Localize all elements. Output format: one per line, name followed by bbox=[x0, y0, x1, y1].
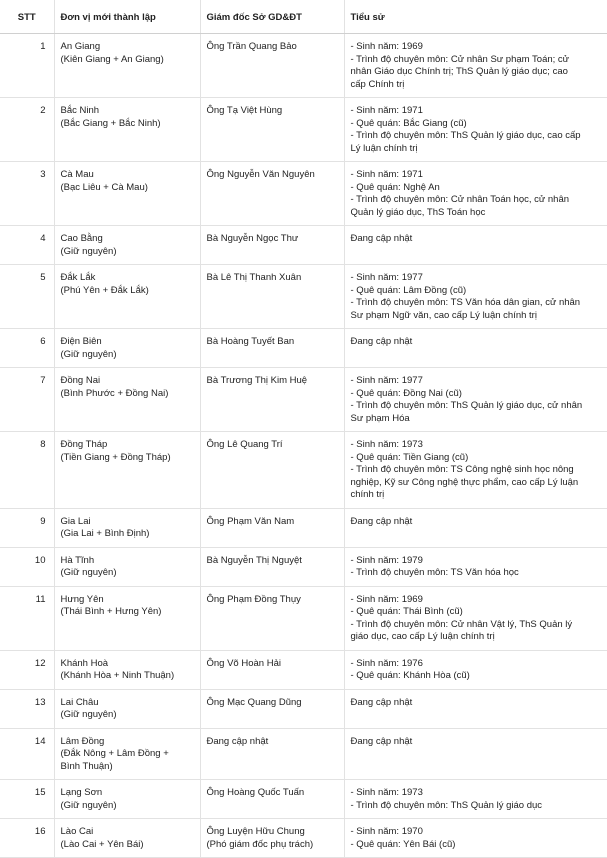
bio-line: Đang cập nhật bbox=[350, 515, 413, 527]
unit-line: Đắk Lắk bbox=[60, 272, 96, 283]
row-number: 1 bbox=[0, 34, 54, 98]
row-number: 9 bbox=[0, 508, 54, 547]
bio-line: - Quê quán: Lâm Đồng (cũ) bbox=[350, 284, 467, 296]
row-number: 13 bbox=[0, 689, 54, 728]
bio-cell bbox=[344, 508, 607, 547]
unit-cell bbox=[54, 508, 200, 547]
unit-line: (Kiên Giang + An Giang) bbox=[60, 53, 164, 65]
bio-line: - Quê quán: Bắc Giang (cũ) bbox=[350, 117, 467, 129]
bio-cell bbox=[344, 368, 607, 432]
bio-cell bbox=[344, 650, 607, 689]
bio-line: Lý luận chính trị bbox=[350, 142, 418, 154]
director-line: Bà Lê Thị Thanh Xuân bbox=[206, 272, 302, 283]
bio-line: - Quê quán: Yên Bái (cũ) bbox=[350, 838, 456, 850]
unit-cell bbox=[54, 728, 200, 780]
bio-line: Quản lý giáo dục, ThS Toán học bbox=[350, 206, 486, 218]
bio-line: - Sinh năm: 1979 bbox=[350, 554, 423, 566]
unit-line: An Giang bbox=[60, 41, 101, 52]
unit-line: (Phú Yên + Đắk Lắk) bbox=[60, 284, 149, 296]
unit-cell bbox=[54, 780, 200, 819]
unit-cell bbox=[54, 34, 200, 98]
row-number: 15 bbox=[0, 780, 54, 819]
bio-line: - Sinh năm: 1977 bbox=[350, 272, 423, 283]
director-line: Ông Phạm Văn Nam bbox=[206, 515, 295, 527]
bio-line: giáo dục, cao cấp Lý luận chính trị bbox=[350, 631, 495, 642]
director-cell bbox=[200, 728, 344, 780]
director-line: Ông Nguyễn Văn Nguyên bbox=[206, 169, 315, 180]
bio-line: Đang cập nhật bbox=[350, 696, 413, 708]
bio-cell bbox=[344, 432, 607, 509]
director-cell bbox=[200, 819, 344, 858]
director-line: Ông Tạ Việt Hùng bbox=[206, 105, 283, 116]
bio-line: Sư phạm Hóa bbox=[350, 412, 410, 424]
unit-cell bbox=[54, 586, 200, 650]
unit-line: Lai Châu bbox=[60, 696, 99, 708]
header-stt: STT bbox=[0, 0, 54, 34]
unit-line: (Thái Bình + Hưng Yên) bbox=[60, 606, 162, 617]
table-row bbox=[0, 368, 607, 432]
row-number: 3 bbox=[0, 162, 54, 226]
unit-line: Lào Cai bbox=[60, 826, 94, 837]
director-cell bbox=[200, 689, 344, 728]
unit-line: Điện Biên bbox=[60, 336, 102, 347]
table-row bbox=[0, 329, 607, 368]
unit-cell bbox=[54, 432, 200, 509]
unit-line: (Giữ nguyên) bbox=[60, 567, 117, 578]
bio-line: Đang cập nhật bbox=[350, 233, 413, 244]
header-director: Giám đốc Sở GD&ĐT bbox=[200, 0, 344, 34]
bio-cell bbox=[344, 34, 607, 98]
director-cell bbox=[200, 432, 344, 509]
unit-line: Lâm Đồng bbox=[60, 735, 105, 747]
unit-cell bbox=[54, 162, 200, 226]
unit-line: (Giữ nguyên) bbox=[60, 709, 117, 720]
director-cell bbox=[200, 265, 344, 329]
bio-line: nhân Giáo dục Chính trị; ThS Quản lý giáo dục; cao bbox=[350, 66, 568, 77]
unit-line: Đồng Tháp bbox=[60, 439, 108, 450]
unit-cell bbox=[54, 329, 200, 368]
table-row bbox=[0, 728, 607, 780]
director-cell bbox=[200, 368, 344, 432]
unit-line: Đồng Nai bbox=[60, 375, 101, 386]
director-cell bbox=[200, 162, 344, 226]
director-cell bbox=[200, 329, 344, 368]
table-row bbox=[0, 819, 607, 858]
row-number: 16 bbox=[0, 819, 54, 858]
bio-line: Sư phạm Ngữ văn, cao cấp Lý luận chính trị bbox=[350, 309, 537, 321]
director-cell bbox=[200, 547, 344, 586]
row-number: 5 bbox=[0, 265, 54, 329]
director-cell bbox=[200, 34, 344, 98]
bio-line: - Sinh năm: 1971 bbox=[350, 105, 423, 116]
table-row bbox=[0, 650, 607, 689]
unit-line: Cao Bằng bbox=[60, 233, 103, 244]
table-row bbox=[0, 547, 607, 586]
row-number: 12 bbox=[0, 650, 54, 689]
bio-line: - Trình độ chuyên môn: ThS Quản lý giáo dục, cử nhân bbox=[350, 400, 583, 411]
unit-line: (Đắk Nông + Lâm Đồng + bbox=[60, 748, 169, 759]
bio-line: - Sinh năm: 1973 bbox=[350, 787, 423, 798]
bio-line: chính trị bbox=[350, 489, 385, 500]
unit-line: Lạng Sơn bbox=[60, 787, 103, 798]
director-line: Ông Trần Quang Bảo bbox=[206, 41, 297, 52]
table-row bbox=[0, 586, 607, 650]
unit-line: (Gia Lai + Bình Định) bbox=[60, 528, 150, 539]
bio-cell bbox=[344, 265, 607, 329]
bio-line: - Sinh năm: 1969 bbox=[350, 41, 423, 52]
table-body bbox=[0, 34, 607, 858]
director-line: Bà Trương Thị Kim Huệ bbox=[206, 375, 308, 386]
bio-cell bbox=[344, 689, 607, 728]
table-row bbox=[0, 162, 607, 226]
row-number: 4 bbox=[0, 226, 54, 265]
unit-cell bbox=[54, 547, 200, 586]
bio-line: - Quê quán: Tiền Giang (cũ) bbox=[350, 451, 469, 463]
director-cell bbox=[200, 98, 344, 162]
bio-line: - Quê quán: Đồng Nai (cũ) bbox=[350, 387, 462, 399]
bio-line: - Trình độ chuyên môn: TS Văn hóa dân gian, cử nhân bbox=[350, 297, 581, 308]
table-row bbox=[0, 780, 607, 819]
row-number: 2 bbox=[0, 98, 54, 162]
row-number: 6 bbox=[0, 329, 54, 368]
unit-line: Gia Lai bbox=[60, 515, 91, 527]
row-number: 14 bbox=[0, 728, 54, 780]
director-line: Bà Nguyễn Thị Nguyệt bbox=[206, 554, 302, 566]
director-line: Ông Phạm Đồng Thụy bbox=[206, 593, 301, 605]
director-line: (Phó giám đốc phụ trách) bbox=[206, 838, 314, 850]
unit-cell bbox=[54, 368, 200, 432]
bio-line: - Trình độ chuyên môn: ThS Quản lý giáo dục, cao cấp bbox=[350, 130, 581, 141]
bio-cell bbox=[344, 547, 607, 586]
bio-line: Đang cập nhật bbox=[350, 735, 413, 747]
bio-line: - Sinh năm: 1973 bbox=[350, 439, 423, 450]
bio-line: cấp Chính trị bbox=[350, 78, 405, 90]
row-number: 7 bbox=[0, 368, 54, 432]
row-number: 8 bbox=[0, 432, 54, 509]
director-line: Bà Hoàng Tuyết Ban bbox=[206, 336, 295, 347]
table-row bbox=[0, 265, 607, 329]
unit-line: Cà Mau bbox=[60, 169, 94, 180]
bio-line: - Sinh năm: 1970 bbox=[350, 826, 423, 837]
unit-cell bbox=[54, 650, 200, 689]
bio-cell bbox=[344, 586, 607, 650]
header-unit: Đơn vị mới thành lập bbox=[54, 0, 200, 34]
bio-cell bbox=[344, 728, 607, 780]
bio-cell bbox=[344, 780, 607, 819]
bio-cell bbox=[344, 819, 607, 858]
director-line: Ông Luyện Hữu Chung bbox=[206, 826, 305, 837]
bio-line: - Trình độ chuyên môn: Cử nhân Vật lý, ThS Quản lý bbox=[350, 618, 573, 630]
unit-cell bbox=[54, 226, 200, 265]
unit-line: (Bắc Giang + Bắc Ninh) bbox=[60, 117, 161, 129]
table-row bbox=[0, 226, 607, 265]
table-row bbox=[0, 98, 607, 162]
director-line: Đang cập nhật bbox=[206, 735, 269, 747]
bio-line: - Sinh năm: 1971 bbox=[350, 169, 423, 180]
director-line: Ông Hoàng Quốc Tuấn bbox=[206, 787, 305, 798]
bio-cell bbox=[344, 226, 607, 265]
bio-line: - Sinh năm: 1969 bbox=[350, 593, 423, 605]
table-row bbox=[0, 508, 607, 547]
header-bio: Tiểu sử bbox=[344, 0, 607, 34]
bio-cell bbox=[344, 98, 607, 162]
unit-line: Bắc Ninh bbox=[60, 105, 100, 116]
director-line: Ông Mạc Quang Dũng bbox=[206, 696, 302, 708]
bio-line: - Sinh năm: 1976 bbox=[350, 657, 423, 669]
unit-line: (Bình Phước + Đồng Nai) bbox=[60, 387, 169, 399]
table-row bbox=[0, 432, 607, 509]
director-cell bbox=[200, 226, 344, 265]
unit-cell bbox=[54, 689, 200, 728]
table-row bbox=[0, 34, 607, 98]
bio-line: - Quê quán: Nghệ An bbox=[350, 181, 440, 193]
unit-line: Bình Thuận) bbox=[60, 760, 113, 772]
unit-cell bbox=[54, 98, 200, 162]
unit-cell bbox=[54, 265, 200, 329]
director-cell bbox=[200, 650, 344, 689]
bio-cell bbox=[344, 162, 607, 226]
unit-line: (Bạc Liêu + Cà Mau) bbox=[60, 181, 148, 193]
unit-line: Hà Tĩnh bbox=[60, 554, 95, 566]
unit-line: Hưng Yên bbox=[60, 593, 104, 605]
unit-line: (Khánh Hòa + Ninh Thuận) bbox=[60, 670, 175, 681]
director-line: Ông Lê Quang Trí bbox=[206, 439, 283, 450]
bio-cell bbox=[344, 329, 607, 368]
unit-line: (Giữ nguyên) bbox=[60, 245, 117, 257]
unit-line: (Giữ nguyên) bbox=[60, 348, 117, 360]
unit-line: (Lào Cai + Yên Bái) bbox=[60, 838, 144, 850]
bio-line: - Sinh năm: 1977 bbox=[350, 375, 423, 386]
director-cell bbox=[200, 508, 344, 547]
table-row bbox=[0, 689, 607, 728]
table-header-row bbox=[0, 0, 607, 34]
director-cell bbox=[200, 780, 344, 819]
bio-line: - Quê quán: Khánh Hòa (cũ) bbox=[350, 670, 470, 681]
unit-line: (Giữ nguyên) bbox=[60, 799, 117, 811]
row-number: 11 bbox=[0, 586, 54, 650]
director-line: Ông Võ Hoàn Hải bbox=[206, 657, 281, 669]
bio-line: - Trình độ chuyên môn: ThS Quản lý giáo dục bbox=[350, 799, 543, 811]
unit-line: (Tiền Giang + Đồng Tháp) bbox=[60, 451, 171, 463]
director-cell bbox=[200, 586, 344, 650]
bio-line: - Trình độ chuyên môn: Cử nhân Toán học, cử nhân bbox=[350, 194, 570, 205]
bio-line: - Trình độ chuyên môn: Cử nhân Sư phạm Toán; cử bbox=[350, 53, 570, 65]
director-line: Bà Nguyễn Ngọc Thư bbox=[206, 233, 299, 244]
unit-cell bbox=[54, 819, 200, 858]
row-number: 10 bbox=[0, 547, 54, 586]
bio-line: - Trình độ chuyên môn: TS Văn hóa học bbox=[350, 567, 519, 578]
bio-line: Đang cập nhật bbox=[350, 336, 413, 347]
unit-line: Khánh Hoà bbox=[60, 657, 109, 669]
bio-line: - Quê quán: Thái Bình (cũ) bbox=[350, 606, 463, 617]
bio-line: - Trình độ chuyên môn: TS Công nghệ sinh học nông bbox=[350, 464, 574, 475]
bio-line: nghiệp, Kỹ sư Công nghệ thực phẩm, cao cấp Lý luận bbox=[350, 476, 579, 488]
